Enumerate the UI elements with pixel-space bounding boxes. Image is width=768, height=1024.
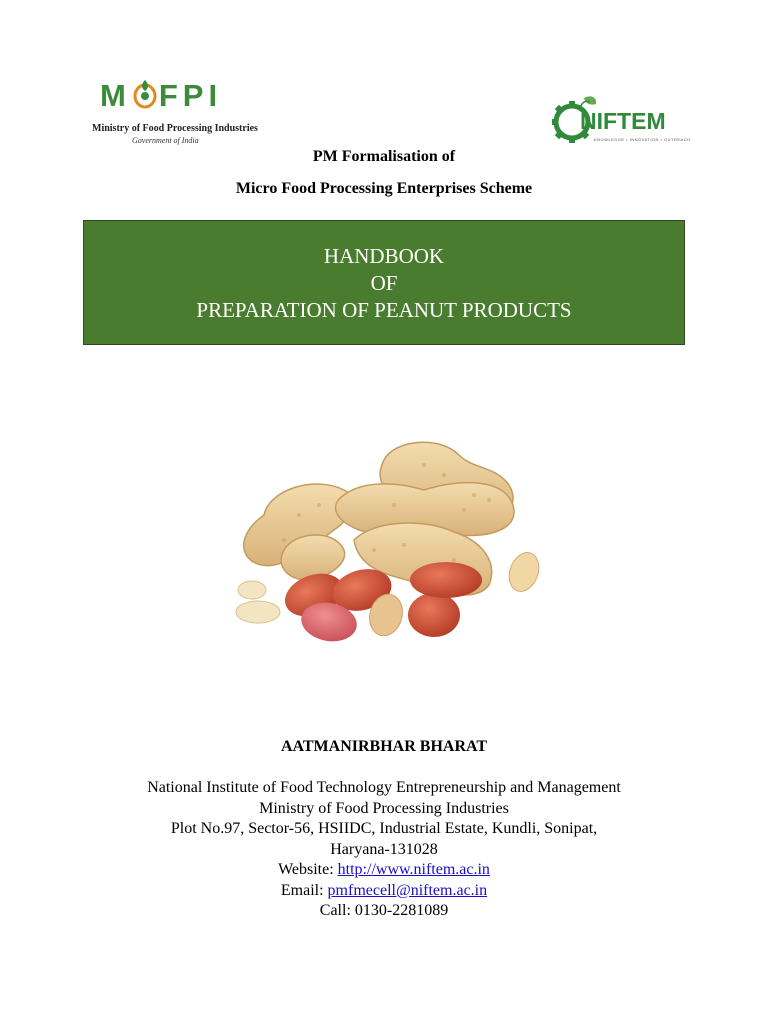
email-line <box>0 881 768 902</box>
website-line <box>0 860 768 881</box>
mofpi-letter-m: M <box>100 78 131 113</box>
peanut-kernel <box>410 562 482 598</box>
website-label: Website: <box>278 861 338 878</box>
title-banner <box>83 220 685 345</box>
mofpi-emblem-icon <box>132 79 158 109</box>
mofpi-government: Government of India <box>132 136 199 145</box>
peanut-shell-open <box>281 535 344 580</box>
peanuts-image <box>224 420 550 650</box>
peanut-kernel-half <box>236 601 280 623</box>
niftem-wordmark: NIFTEM <box>580 108 666 134</box>
address-line-2: Haryana-131028 <box>330 840 438 858</box>
mofpi-letters-fpi: FPI <box>158 78 223 113</box>
peanut-kernel-peeled <box>504 548 544 595</box>
institute-name: National Institute of Food Technology Entrepreneurship and Management <box>147 779 621 796</box>
email-link[interactable]: pmfmecell@niftem.ac.in <box>327 881 488 899</box>
niftem-tagline: KNOWLEDGE • INNOVATION • OUTREACH <box>594 137 691 142</box>
banner-line-1: HANDBOOK <box>323 244 445 268</box>
address-block <box>0 778 768 922</box>
peanut-kernel <box>408 593 460 637</box>
banner-line-3: PREPARATION OF PEANUT PRODUCTS <box>196 298 572 322</box>
website-link[interactable]: http://www.niftem.ac.in <box>337 861 490 878</box>
call-line: Call: 0130-2281089 <box>319 902 449 919</box>
scheme-line-1: PM Formalisation of <box>312 148 456 165</box>
scheme-line-2: Micro Food Processing Enterprises Scheme <box>235 180 533 197</box>
peanut-kernel-half <box>238 581 266 599</box>
niftem-logo <box>552 92 691 152</box>
mofpi-wordmark <box>100 78 222 114</box>
mofpi-logo <box>92 76 258 146</box>
aatmanirbhar-heading: AATMANIRBHAR BHARAT <box>280 738 488 755</box>
mofpi-subtitle: Ministry of Food Processing Industries <box>92 123 258 134</box>
email-label: Email: <box>280 881 328 899</box>
address-line-1: Plot No.97, Sector-56, HSIIDC, Industrial Estate, Kundli, Sonipat, <box>170 820 598 837</box>
ministry-name: Ministry of Food Processing Industries <box>259 799 509 817</box>
banner-line-2: OF <box>370 271 398 295</box>
